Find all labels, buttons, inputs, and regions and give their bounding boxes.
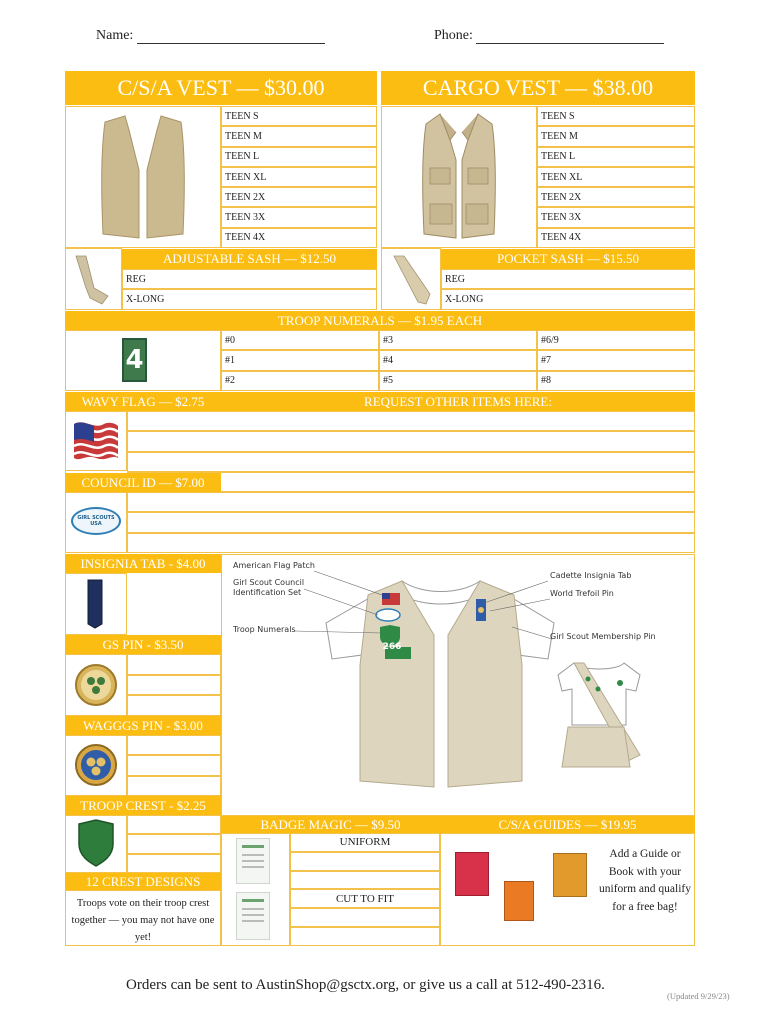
- cadette-guide-icon: [455, 852, 489, 896]
- gs-pin-header: GS PIN - $3.50: [65, 635, 221, 654]
- badge-magic-row[interactable]: [290, 852, 440, 871]
- numeral-row[interactable]: #6/9: [537, 330, 695, 350]
- troop-numerals-header: TROOP NUMERALS — $1.95 EACH: [65, 311, 695, 330]
- numeral-row[interactable]: #3: [379, 330, 537, 350]
- troop-crest-row[interactable]: [127, 854, 221, 873]
- label-council-id: Girl Scout Council Identification Set: [233, 578, 305, 597]
- name-label: Name:: [96, 28, 134, 43]
- badge-magic-rows: [290, 833, 440, 946]
- badge-magic-option-uniform[interactable]: UNIFORM: [290, 833, 440, 852]
- size-row[interactable]: TEEN 2X: [221, 187, 377, 207]
- troop-crest-header: TROOP CREST - $2.25: [65, 796, 221, 815]
- numeral-row[interactable]: #2: [221, 371, 379, 391]
- label-membership-pin: Girl Scout Membership Pin: [550, 632, 656, 641]
- updated-date: (Updated 9/29/23): [667, 991, 730, 1001]
- crest-designs-header: 12 CREST DESIGNS: [65, 873, 221, 890]
- badge-magic-header: BADGE MAGIC — $9.50: [221, 816, 440, 833]
- council-id-patch: GIRL SCOUTS USA: [71, 507, 121, 535]
- sash-option-row[interactable]: REG: [441, 269, 695, 289]
- wagggs-pin-row[interactable]: [127, 755, 221, 775]
- size-row[interactable]: TEEN M: [537, 126, 695, 146]
- csa-guides-header: C/S/A GUIDES — $19.95: [440, 816, 695, 833]
- gs-pin-row[interactable]: [127, 654, 221, 675]
- insignia-tab-header: INSIGNIA TAB - $4.00: [65, 554, 221, 573]
- sash-option-row[interactable]: X-LONG: [122, 289, 377, 310]
- size-row[interactable]: TEEN 3X: [537, 207, 695, 227]
- pocket-sash-icon: [388, 254, 434, 306]
- numerals-col-3: [537, 330, 695, 391]
- csa-vest-sizes: [221, 106, 377, 248]
- request-row[interactable]: [127, 492, 695, 512]
- gs-pin-rows: [127, 654, 221, 716]
- adjustable-sash-header: ADJUSTABLE SASH — $12.50: [122, 249, 377, 269]
- badge-magic-row[interactable]: [290, 908, 440, 927]
- size-row[interactable]: TEEN L: [221, 147, 377, 167]
- badge-magic-option-cut[interactable]: CUT TO FIT: [290, 889, 440, 908]
- adjustable-sash-icon: [72, 254, 116, 306]
- size-row[interactable]: TEEN L: [537, 147, 695, 167]
- phone-label: Phone:: [434, 28, 473, 43]
- wagggs-pin-row[interactable]: [127, 735, 221, 755]
- senior-guide-icon: [504, 881, 534, 921]
- label-trefoil-pin: World Trefoil Pin: [550, 589, 614, 598]
- label-troop-numerals: Troop Numerals: [233, 625, 296, 634]
- council-id-header: COUNCIL ID — $7.00: [65, 473, 221, 492]
- troop-crest-rows: [127, 815, 221, 873]
- csa-guides-text: Add a Guide or Book with your uniform and qualify for a free bag!: [599, 848, 691, 913]
- cargo-vest-header: CARGO VEST — $38.00: [381, 71, 695, 105]
- numeral-row[interactable]: #0: [221, 330, 379, 350]
- label-cadette-tab: Cadette Insignia Tab: [550, 571, 632, 580]
- name-input-line[interactable]: [137, 30, 325, 44]
- sash-option-row[interactable]: X-LONG: [441, 289, 695, 310]
- badge-magic-cut-icon: [236, 892, 270, 940]
- size-row[interactable]: TEEN 4X: [537, 228, 695, 248]
- numeral-row[interactable]: #7: [537, 350, 695, 370]
- wagggs-pin-rows: [127, 735, 221, 796]
- size-row[interactable]: TEEN 3X: [221, 207, 377, 227]
- numeral-row[interactable]: #5: [379, 371, 537, 391]
- request-row[interactable]: [127, 512, 695, 532]
- insignia-tab-icon: [86, 578, 104, 630]
- label-flag-patch: American Flag Patch: [233, 561, 315, 570]
- troop-numeral-patch: 4: [122, 338, 147, 382]
- badge-magic-row[interactable]: [290, 927, 440, 946]
- numeral-row[interactable]: #1: [221, 350, 379, 370]
- footer-contact: Orders can be sent to AustinShop@gsctx.org, or give us a call at 512-490-2316.: [126, 977, 605, 993]
- request-row[interactable]: [127, 411, 695, 431]
- name-field[interactable]: [96, 28, 325, 44]
- size-row[interactable]: TEEN XL: [221, 167, 377, 187]
- request-row[interactable]: [127, 431, 695, 451]
- cargo-vest-sizes: [537, 106, 695, 248]
- crest-designs-text: Troops vote on their troop crest together — you may not have one yet!: [65, 890, 221, 946]
- troop-crest-row[interactable]: [127, 834, 221, 853]
- csa-vest-icon: [95, 110, 191, 244]
- wagggs-pin-header: WAGGGS PIN - $3.00: [65, 716, 221, 735]
- numerals-col-1: [221, 330, 379, 391]
- phone-input-line[interactable]: [476, 30, 664, 44]
- request-other-header: REQUEST OTHER ITEMS HERE:: [221, 392, 695, 411]
- size-row[interactable]: TEEN M: [221, 126, 377, 146]
- numeral-row[interactable]: #8: [537, 371, 695, 391]
- vest-number: 266: [382, 642, 402, 652]
- gs-pin-row[interactable]: [127, 695, 221, 716]
- request-row[interactable]: [127, 533, 695, 553]
- numerals-col-2: [379, 330, 537, 391]
- troop-crest-row[interactable]: [127, 815, 221, 834]
- size-row[interactable]: TEEN 4X: [221, 228, 377, 248]
- wavy-flag-header: WAVY FLAG — $2.75: [65, 392, 221, 411]
- wagggs-pin-icon: [74, 743, 118, 787]
- request-row[interactable]: [127, 452, 695, 472]
- pocket-sash-header: POCKET SASH — $15.50: [441, 249, 695, 269]
- american-flag-icon: [70, 418, 122, 464]
- size-row[interactable]: TEEN S: [221, 106, 377, 126]
- troop-crest-icon: [75, 818, 117, 868]
- cargo-vest-icon: [414, 110, 504, 244]
- ambassador-guide-icon: [553, 853, 587, 897]
- wagggs-pin-row[interactable]: [127, 776, 221, 796]
- size-row[interactable]: TEEN S: [537, 106, 695, 126]
- badge-magic-row[interactable]: [290, 871, 440, 890]
- badge-magic-uniform-icon: [236, 838, 270, 884]
- gs-pin-icon: [74, 663, 118, 707]
- csa-vest-header: C/S/A VEST — $30.00: [65, 71, 377, 105]
- numeral-row[interactable]: #4: [379, 350, 537, 370]
- sash-option-row[interactable]: REG: [122, 269, 377, 289]
- size-row[interactable]: TEEN 2X: [537, 187, 695, 207]
- gs-pin-row[interactable]: [127, 675, 221, 696]
- size-row[interactable]: TEEN XL: [537, 167, 695, 187]
- phone-field[interactable]: [434, 28, 664, 44]
